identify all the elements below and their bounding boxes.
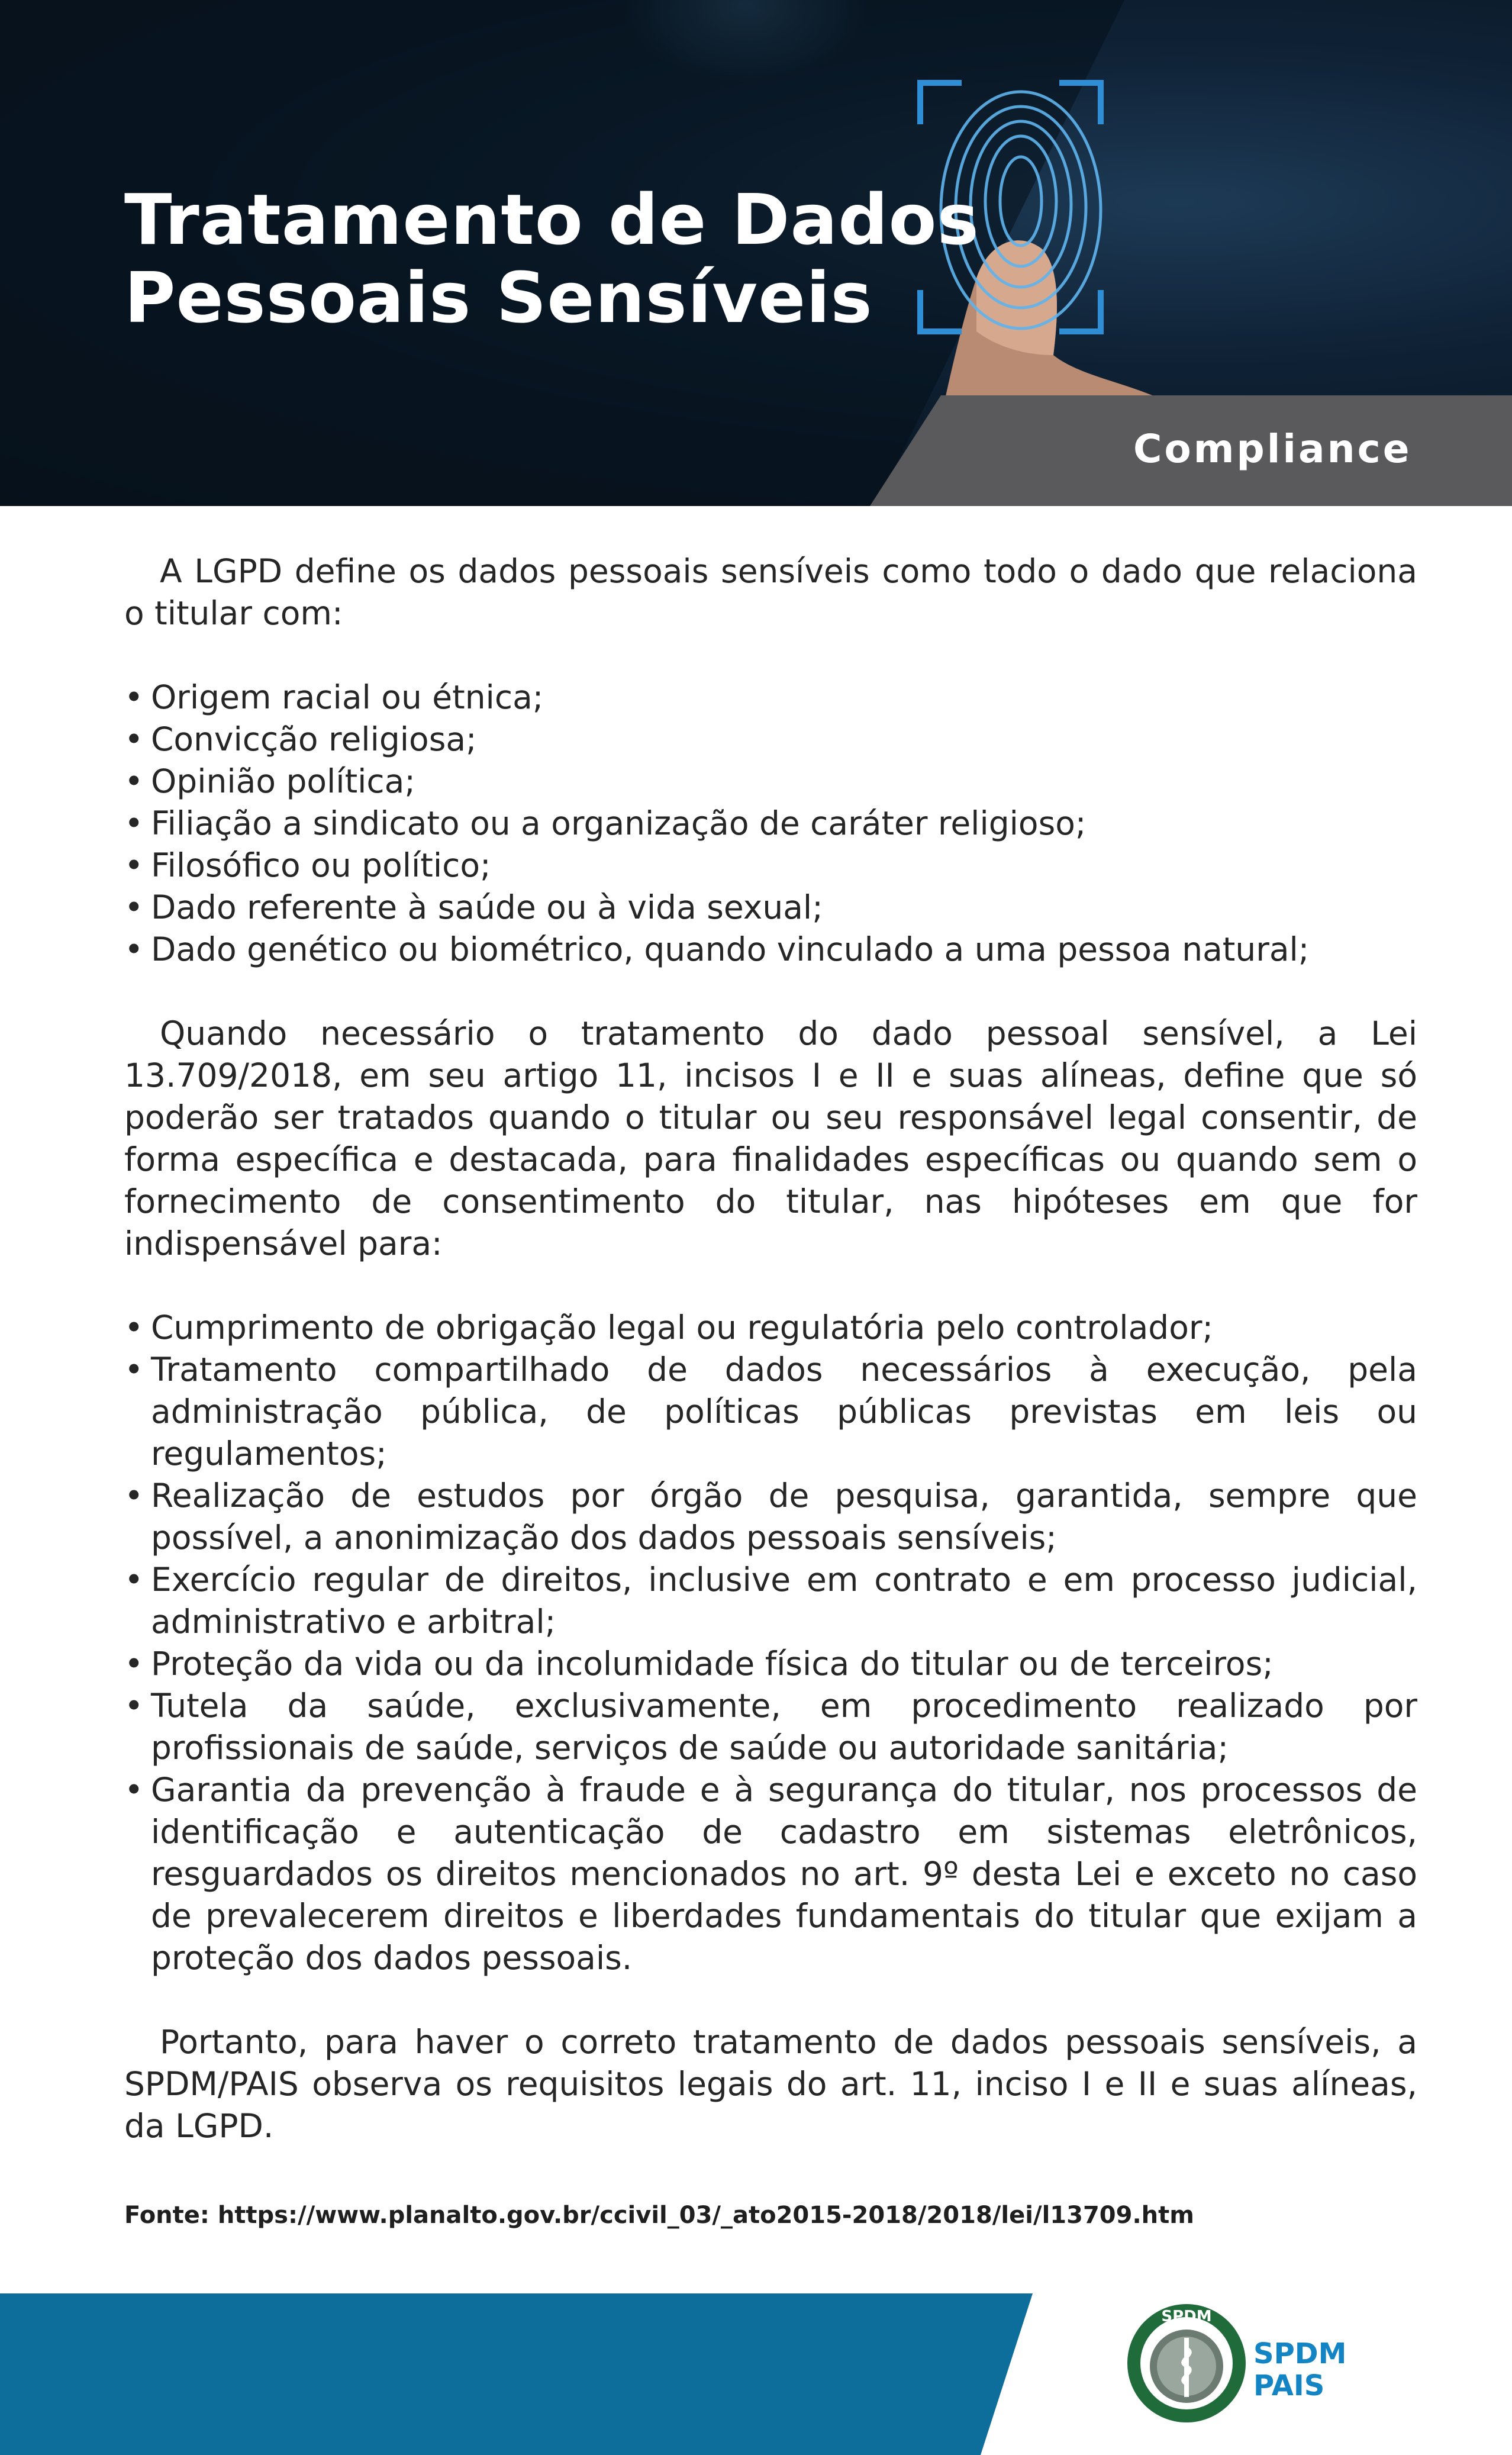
bullet-icon: • — [124, 678, 144, 716]
list-item — [124, 929, 1417, 971]
list-item-text: Garantia da prevenção à fraude e à segurança do titular, nos processos de identificação e autenticação de cadastro em sistemas eletrônicos, resguardados os direitos mencionados no art. 9º desta Lei e exceto no caso de prevalecerem direitos e liberdades fundamentais do titular que exijam a proteção dos dados pessoais. — [151, 1771, 1417, 1977]
list-item-text: Filiação a sindicato ou a organização de caráter religioso; — [151, 804, 1087, 842]
list-item — [124, 1559, 1417, 1643]
source-link[interactable]: Fonte: https://www.planalto.gov.br/ccivil_03/_ato2015-2018/2018/lei/l13709.htm — [124, 2202, 1194, 2229]
sensitive-data-list — [124, 676, 1417, 971]
list-item — [124, 761, 1417, 803]
hypotheses-list — [124, 1307, 1417, 1979]
bullet-icon: • — [124, 1645, 144, 1683]
title-line-1: Tratamento de Dados — [124, 179, 979, 260]
footer-band — [0, 2293, 1033, 2455]
bullet-icon: • — [124, 804, 144, 842]
list-item — [124, 1643, 1417, 1685]
bullet-icon: • — [124, 1477, 144, 1515]
bullet-icon: • — [124, 762, 144, 800]
list-item — [124, 676, 1417, 719]
bullet-icon: • — [124, 1561, 144, 1599]
intro-paragraph: A LGPD define os dados pessoais sensíveis como todo o dado que relaciona o titular com: — [124, 552, 1417, 632]
list-item-text: Tratamento compartilhado de dados necessários à execução, pela administração pública, de políticas públicas previstas em leis ou regulamentos; — [151, 1351, 1417, 1473]
list-item — [124, 1685, 1417, 1769]
list-item — [124, 1307, 1417, 1349]
document-body — [124, 550, 1417, 2147]
bullet-icon: • — [124, 1351, 144, 1388]
spacer — [124, 1979, 1417, 2021]
list-item-text: Origem racial ou étnica; — [151, 678, 544, 716]
list-item — [124, 845, 1417, 887]
list-item — [124, 1769, 1417, 1979]
spacer — [124, 971, 1417, 1013]
bullet-icon: • — [124, 930, 144, 968]
logo-line-1: SPDM — [1253, 2337, 1347, 2370]
seal-text: SPDM — [1161, 2308, 1212, 2325]
title-line-2: Pessoais Sensíveis — [124, 257, 873, 339]
spdm-pais-wordmark — [1253, 2338, 1346, 2402]
spdm-seal-logo — [1124, 2301, 1249, 2425]
list-item-text: Cumprimento de obrigação legal ou regulatória pelo controlador; — [151, 1309, 1213, 1346]
compliance-tag: Compliance — [1133, 426, 1412, 472]
conclusion-paragraph: Portanto, para haver o correto tratamento de dados pessoais sensíveis, a SPDM/PAIS observa os requisitos legais do art. 11, inciso I e II e suas alíneas, da LGPD. — [124, 2023, 1417, 2145]
list-item-text: Dado referente à saúde ou à vida sexual; — [151, 888, 823, 926]
bullet-icon: • — [124, 720, 144, 758]
list-item-text: Filosófico ou político; — [151, 846, 491, 884]
list-item — [124, 803, 1417, 845]
list-item — [124, 719, 1417, 761]
spacer — [124, 1265, 1417, 1307]
list-item-text: Dado genético ou biométrico, quando vinculado a uma pessoa natural; — [151, 930, 1310, 968]
header-banner — [0, 0, 1512, 506]
bullet-icon: • — [124, 888, 144, 926]
logo-line-2: PAIS — [1253, 2369, 1325, 2402]
bullet-icon: • — [124, 1771, 144, 1809]
spacer — [124, 634, 1417, 676]
list-item — [124, 1475, 1417, 1559]
list-item-text: Proteção da vida ou da incolumidade física do titular ou de terceiros; — [151, 1645, 1274, 1683]
bullet-icon: • — [124, 846, 144, 884]
list-item-text: Opinião política; — [151, 762, 415, 800]
list-item-text: Realização de estudos por órgão de pesquisa, garantida, sempre que possível, a anonimização dos dados pessoais sensíveis; — [151, 1477, 1417, 1557]
list-item-text: Convicção religiosa; — [151, 720, 477, 758]
list-item-text: Tutela da saúde, exclusivamente, em procedimento realizado por profissionais de saúde, serviços de saúde ou autoridade sanitária; — [151, 1687, 1417, 1767]
bullet-icon: • — [124, 1309, 144, 1346]
legal-paragraph: Quando necessário o tratamento do dado pessoal sensível, a Lei 13.709/2018, em seu artigo 11, incisos I e II e suas alíneas, define que só poderão ser tratados quando o titular ou seu responsável legal consentir, de forma específica e destacada, para finalidades específicas ou quando sem o fornecimento de consentimento do titular, nas hipóteses em que for indispensável para: — [124, 1014, 1417, 1262]
bullet-icon: • — [124, 1687, 144, 1725]
list-item — [124, 1349, 1417, 1475]
list-item — [124, 887, 1417, 929]
list-item-text: Exercício regular de direitos, inclusive em contrato e em processo judicial, administrativo e arbitral; — [151, 1561, 1417, 1641]
page-title — [124, 181, 979, 337]
